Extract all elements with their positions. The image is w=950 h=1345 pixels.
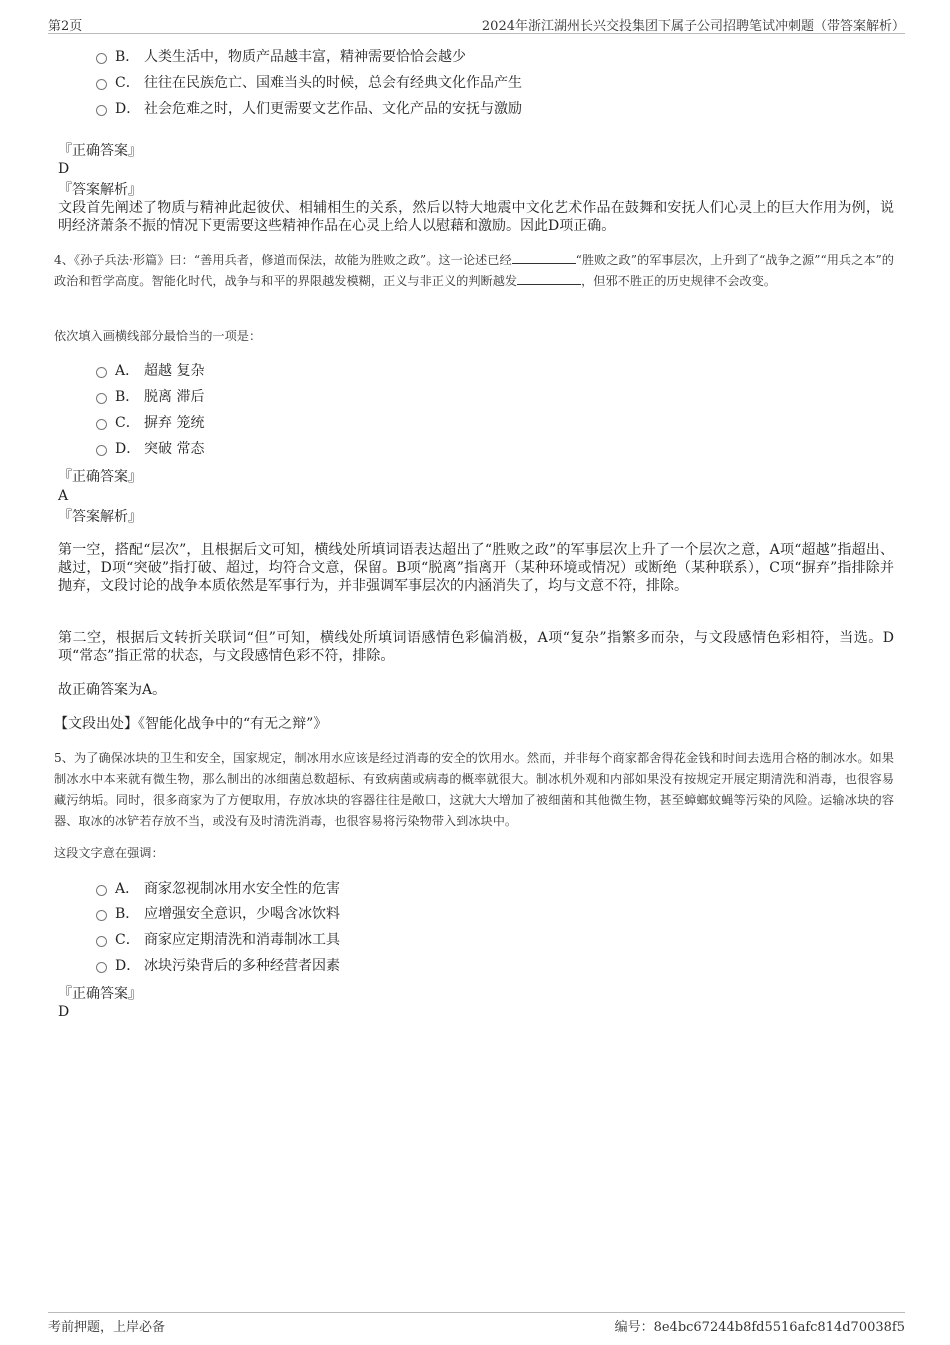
q3-analysis: 文段首先阐述了物质与精神此起彼伏、相辅相生的关系，然后以特大地震中文化艺术作品在鼓舞和安抚人们心灵上的巨大作用为例，说明经济萧条不振的情况下更需要这些精神作品在心灵上给人以慰藉和激励。因此D项正确。 — [58, 200, 894, 234]
q4-analysis-paragraph-1: 第一空，搭配“层次”，且根据后文可知，横线处所填词语表达超出了“胜败之政”的军事层次上升了一个层次之意，A项“超越”指超出、越过，D项“突破”指打破、超过，均符合文意，保留。B项“脱离”指离开（某种环境或情况）或断绝（某种联系），C项“摒弃”指排除并抛弃，文段讨论的战争本质依然是军事行为，并非强调军事层次的内涵消失了，均与文意不符，排除。 — [58, 542, 894, 594]
q4-answer: A — [58, 488, 69, 504]
radio-button[interactable] — [96, 367, 107, 378]
q4-analysis-paragraph-3: 故正确答案为A。 — [58, 682, 167, 698]
q4-answer-label: 『正确答案』 — [58, 469, 142, 485]
radio-button[interactable] — [96, 936, 107, 947]
radio-button[interactable] — [96, 962, 107, 973]
document-title: 2024年浙江湖州长兴交投集团下属子公司招聘笔试冲刺题（带答案解析） — [481, 19, 905, 34]
q5-prompt: 这段文字意在强调： — [54, 846, 164, 860]
q5-answer-label: 『正确答案』 — [58, 986, 142, 1002]
radio-button[interactable] — [96, 419, 107, 430]
document-id: 编号：8e4bc67244b8fd5516afc814d70038f5 — [614, 1320, 905, 1335]
q5-stem: 5、为了确保冰块的卫生和安全，国家规定，制冰用水应该是经过消毒的安全的饮用水。然而，并非每个商家都舍得花金钱和时间去选用合格的制冰水。如果制冰水中本来就有微生物，那么制出的冰细菌总数超标、有致病菌或病毒的概率就很大。制冰机外观和内部如果没有按规定开展定期清洗和消毒，也很容易藏污纳垢。同时，很多商家为了方便取用，存放冰块的容器往往是敞口，这就大大增加了被细菌和其他微生物，甚至蟑螂蚊蝇等污染的风险。运输冰块的容器、取冰的冰铲若存放不当，或没有及时清洗消毒，也很容易将污染物带入到冰块中。 — [54, 751, 894, 828]
blank-2 — [517, 272, 581, 285]
page-header — [48, 15, 905, 34]
radio-button[interactable] — [96, 393, 107, 404]
q3-answer-label: 『正确答案』 — [58, 143, 142, 159]
blank-1 — [512, 251, 576, 264]
page-number: 第2页 — [48, 19, 83, 34]
q5-answer: D — [58, 1004, 70, 1020]
radio-button[interactable] — [96, 910, 107, 921]
q3-answer: D — [58, 161, 70, 177]
radio-button[interactable] — [96, 105, 107, 116]
q4-analysis-label: 『答案解析』 — [58, 509, 142, 525]
radio-button[interactable] — [96, 79, 107, 90]
footer-slogan: 考前押题，上岸必备 — [48, 1320, 166, 1335]
q4-analysis-paragraph-2: 第二空，根据后文转折关联词“但”可知，横线处所填词语感情色彩偏消极，A项“复杂”指繁多而杂，与文段感情色彩相符，当选。D项“常态”指正常的状态，与文段感情色彩不符，排除。 — [58, 630, 894, 664]
q3-analysis-label: 『答案解析』 — [58, 182, 142, 198]
q4-prompt: 依次填入画横线部分最恰当的一项是： — [54, 329, 262, 343]
radio-button[interactable] — [96, 445, 107, 456]
q4-stem: 4、《孙子兵法·形篇》曰：“善用兵者，修道而保法，故能为胜败之政”。这一论述已经 “胜败之政”的军事层次，上升到了“战争之源”“用兵之本”的政治和哲学高度。智能化时代，战争与和平的界限越发模糊，正义与非正义的判断越发 ，但邪不胜正的历史规律不会改变。 — [54, 253, 894, 288]
radio-button[interactable] — [96, 53, 107, 64]
q4-source: 【文段出处】《智能化战争中的“有无之辩”》 — [54, 716, 328, 732]
page-footer — [48, 1312, 905, 1333]
radio-button[interactable] — [96, 885, 107, 896]
